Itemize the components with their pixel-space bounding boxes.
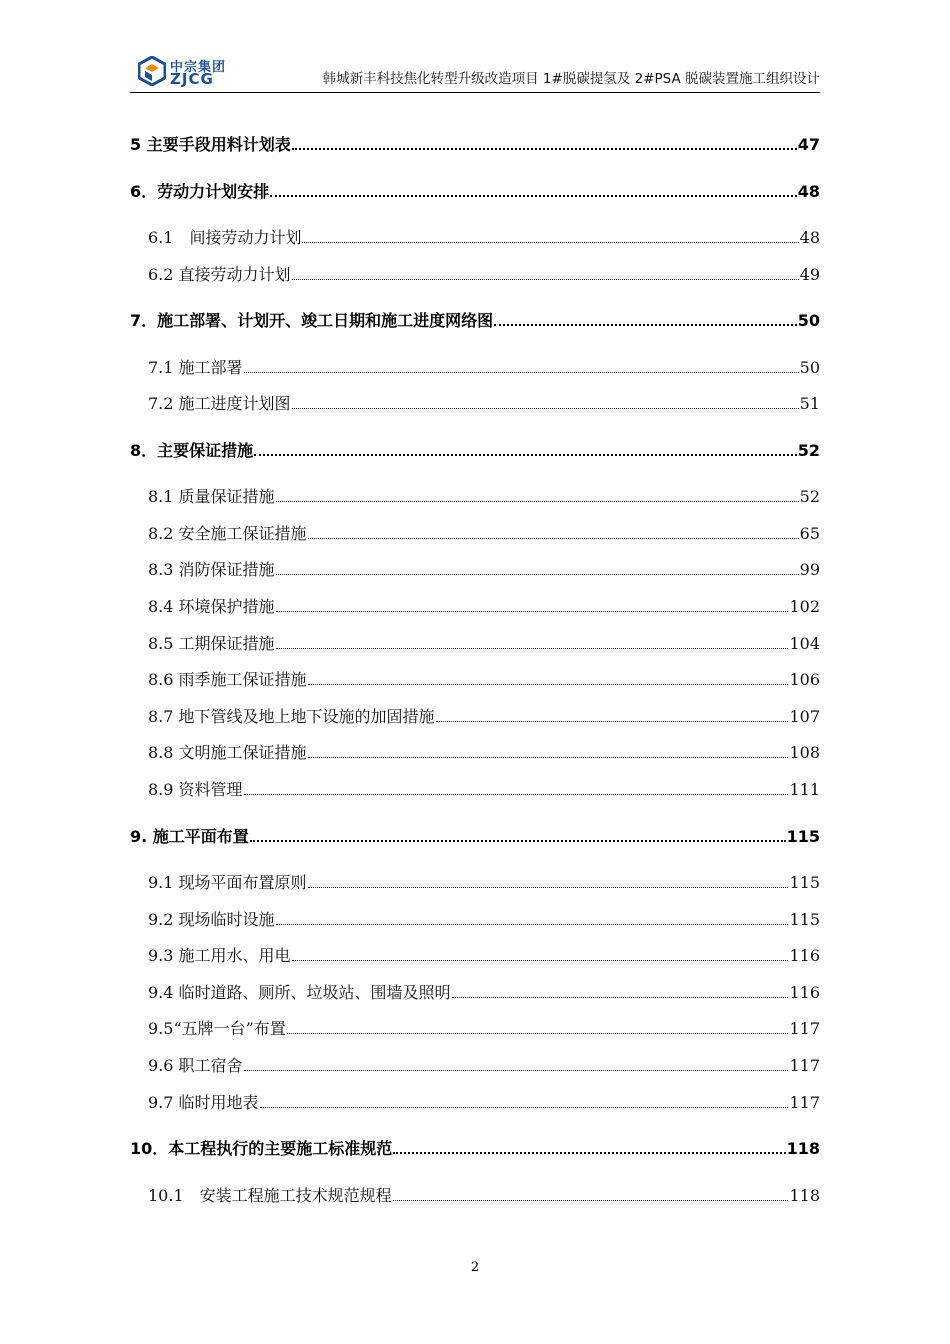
toc-entry-page: 116: [789, 983, 820, 1002]
toc-entry-title: 6.1 间接劳动力计划: [148, 228, 302, 247]
toc-entry-page: 52: [797, 441, 820, 460]
toc-entry-title: 7．施工部署、计划开、竣工日期和施工进度网络图: [130, 311, 494, 330]
toc-dot-leader: [276, 610, 789, 612]
toc-entry-title: 8.2 安全施工保证措施: [148, 524, 307, 543]
toc-entry-title: 8.3 消防保证措施: [148, 560, 275, 579]
toc-dot-leader: [308, 756, 789, 758]
toc-chapter-entry[interactable]: [130, 824, 820, 848]
toc-section-entry[interactable]: [130, 907, 820, 931]
toc-entry-title: 8.8 文明施工保证措施: [148, 743, 307, 762]
toc-dot-leader: [308, 683, 789, 685]
toc-dot-leader: [276, 573, 799, 575]
toc-dot-leader: [244, 371, 799, 373]
toc-entry-title: 6．劳动力计划安排: [130, 182, 270, 201]
toc-entry-title: 8.1 质量保证措施: [148, 487, 275, 506]
toc-dot-leader: [308, 886, 789, 888]
toc-entry-page: 51: [799, 394, 820, 413]
toc-entry-page: 115: [789, 910, 820, 929]
toc-section-entry[interactable]: [130, 484, 820, 508]
toc-entry-title: 9.5“五牌一台”布置: [148, 1019, 286, 1038]
toc-entry-page: 117: [789, 1056, 820, 1075]
toc-dot-leader: [292, 278, 799, 280]
toc-section-entry[interactable]: [130, 870, 820, 894]
toc-chapter-entry[interactable]: [130, 179, 820, 203]
toc-entry-page: 118: [786, 1139, 820, 1158]
toc-dot-leader: [250, 839, 786, 842]
toc-dot-leader: [244, 793, 789, 795]
toc-dot-leader: [308, 537, 799, 539]
toc-entry-page: 108: [789, 743, 820, 762]
toc-entry-page: 49: [799, 265, 820, 284]
toc-dot-leader: [254, 453, 797, 456]
toc-dot-leader: [302, 241, 798, 243]
toc-entry-title: 8.7 地下管线及地上地下设施的加固措施: [148, 707, 435, 726]
toc-entry-page: 116: [789, 946, 820, 965]
toc-entry-page: 65: [799, 524, 820, 543]
toc-section-entry[interactable]: [130, 740, 820, 764]
toc-entry-page: 115: [789, 873, 820, 892]
toc-dot-leader: [276, 647, 789, 649]
toc-entry-title: 7.2 施工进度计划图: [148, 394, 291, 413]
toc-entry-title: 10．本工程执行的主要施工标准规范: [130, 1139, 393, 1158]
toc-section-entry[interactable]: [130, 225, 820, 249]
toc-dot-leader: [270, 194, 797, 197]
toc-entry-page: 117: [789, 1093, 820, 1112]
toc-entry-title: 8．主要保证措施: [130, 441, 254, 460]
toc-entry-page: 47: [797, 135, 820, 154]
toc-section-entry[interactable]: [130, 594, 820, 618]
toc-entry-title: 8.6 雨季施工保证措施: [148, 670, 307, 689]
toc-entry-title: 9.3 施工用水、用电: [148, 946, 291, 965]
toc-entry-page: 107: [789, 707, 820, 726]
toc-entry-page: 118: [789, 1186, 820, 1205]
toc-dot-leader: [393, 1151, 785, 1154]
toc-entry-title: 9. 施工平面布置: [130, 827, 249, 846]
toc-entry-page: 52: [799, 487, 820, 506]
toc-section-entry[interactable]: [130, 262, 820, 286]
toc-entry-page: 111: [789, 780, 820, 799]
toc-section-entry[interactable]: [130, 355, 820, 379]
logo-english-text: ZJCG: [170, 70, 214, 88]
toc-chapter-entry[interactable]: [130, 1136, 820, 1160]
toc-dot-leader: [494, 323, 797, 326]
toc-dot-leader: [292, 147, 797, 150]
toc-dot-leader: [287, 1032, 789, 1034]
toc-entry-page: 115: [786, 827, 820, 846]
toc-dot-leader: [244, 1069, 789, 1071]
toc-dot-leader: [276, 500, 799, 502]
toc-entry-title: 5 主要手段用料计划表: [130, 135, 291, 154]
toc-section-entry[interactable]: [130, 521, 820, 545]
toc-section-entry[interactable]: [130, 557, 820, 581]
page-number: 2: [470, 1260, 480, 1275]
toc-section-entry[interactable]: [130, 667, 820, 691]
toc-entry-page: 48: [797, 182, 820, 201]
logo-chinese-text: 中宗集团: [170, 60, 227, 75]
toc-section-entry[interactable]: [130, 943, 820, 967]
toc-entry-page: 104: [789, 634, 820, 653]
toc-chapter-entry[interactable]: [130, 438, 820, 462]
toc-entry-title: 6.2 直接劳动力计划: [148, 265, 291, 284]
toc-dot-leader: [292, 407, 799, 409]
toc-entry-title: 9.1 现场平面布置原则: [148, 873, 307, 892]
toc-section-entry[interactable]: [130, 777, 820, 801]
toc-entry-page: 50: [797, 311, 820, 330]
toc-entry-page: 117: [789, 1019, 820, 1038]
toc-entry-title: 9.4 临时道路、厕所、垃圾站、围墙及照明: [148, 983, 451, 1002]
toc-entry-title: 8.5 工期保证措施: [148, 634, 275, 653]
toc-chapter-entry[interactable]: [130, 308, 820, 332]
toc-entry-page: 50: [799, 358, 820, 377]
toc-dot-leader: [452, 996, 789, 998]
toc-entry-title: 7.1 施工部署: [148, 358, 243, 377]
toc-section-entry[interactable]: [130, 391, 820, 415]
toc-dot-leader: [260, 1106, 789, 1108]
zjcg-logo-icon: [138, 56, 166, 86]
toc-entry-page: 48: [799, 228, 820, 247]
document-title: 韩城新丰科技焦化转型升级改造项目 1#脱碳提氢及 2#PSA 脱碳装置施工组织设计: [322, 71, 820, 87]
toc-dot-leader: [436, 720, 789, 722]
company-logo: [138, 56, 238, 88]
toc-entry-title: 8.4 环境保护措施: [148, 597, 275, 616]
toc-entry-page: 106: [789, 670, 820, 689]
toc-section-entry[interactable]: [130, 1090, 820, 1114]
toc-dot-leader: [393, 1199, 789, 1201]
toc-section-entry[interactable]: [130, 1053, 820, 1077]
toc-section-entry[interactable]: [130, 1183, 820, 1207]
toc-dot-leader: [292, 959, 789, 961]
toc-entry-page: 99: [799, 560, 820, 579]
toc-entry-title: 8.9 资料管理: [148, 780, 243, 799]
page-header: [130, 52, 820, 93]
toc-section-entry[interactable]: [130, 1016, 820, 1040]
toc-section-entry[interactable]: [130, 704, 820, 728]
toc-section-entry[interactable]: [130, 980, 820, 1004]
toc-entry-page: 102: [789, 597, 820, 616]
toc-entry-title: 9.2 现场临时设施: [148, 910, 275, 929]
toc-entry-title: 9.6 职工宿舍: [148, 1056, 243, 1075]
toc-entry-title: 9.7 临时用地表: [148, 1093, 259, 1112]
toc-dot-leader: [276, 923, 789, 925]
toc-section-entry[interactable]: [130, 631, 820, 655]
toc-chapter-entry[interactable]: [130, 132, 820, 156]
toc-entry-title: 10.1 安装工程施工技术规范规程: [148, 1186, 392, 1205]
